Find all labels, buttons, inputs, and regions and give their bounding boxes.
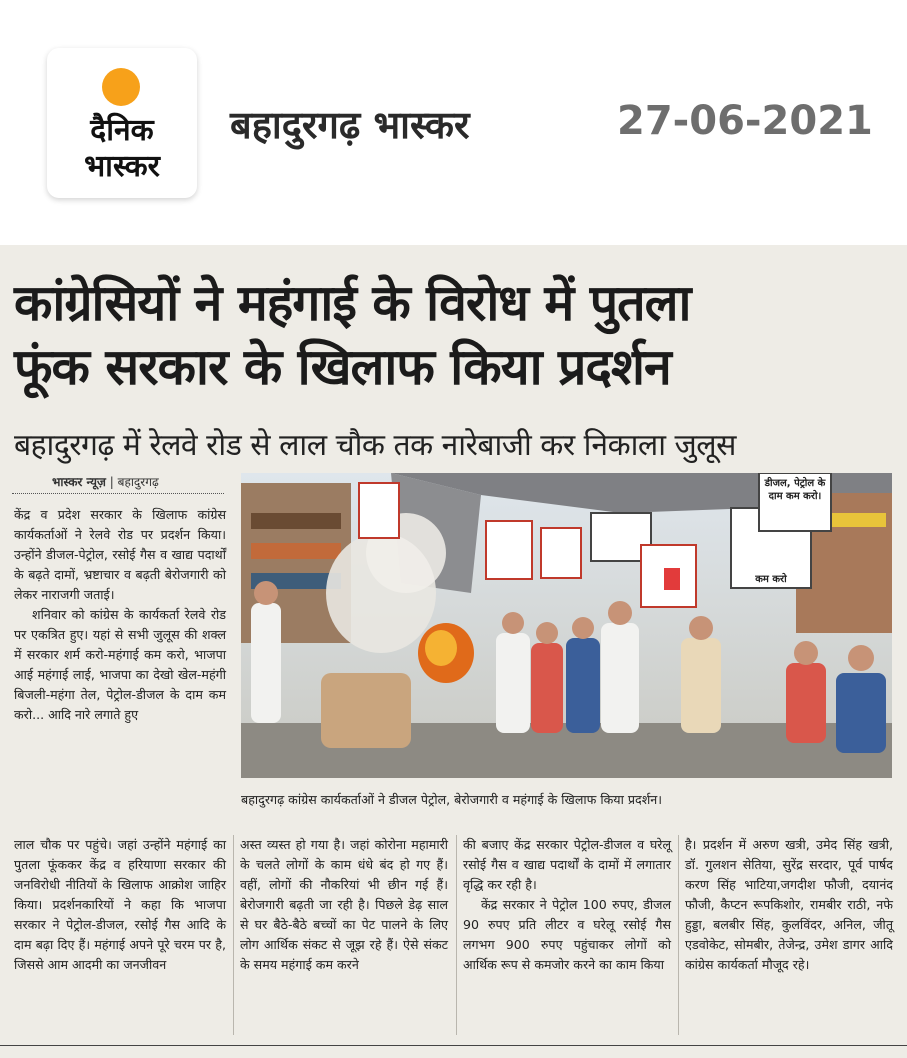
edition-name: बहादुरगढ़ भास्कर	[230, 103, 470, 147]
sun-icon	[102, 68, 140, 106]
paragraph: की बजाए केंद्र सरकार पेट्रोल-डीजल व घरेलू रसोई गैस व खाद्य पदार्थों के दामों में लगातार वृद्धि कर रही है।	[463, 837, 671, 892]
article-column-4	[685, 835, 893, 975]
news-clipping	[0, 245, 907, 1058]
paragraph: है। प्रदर्शन में अरुण खत्री, उमेद सिंह खत्री, डॉ. गुलशन सेतिया, सुरेंद्र सरदार, पूर्व पार्षद करण सिंह भाटिया,जगदीश फौजी, दयानंद फौजी, कैप्टन रूपकिशोर, रामबीर राठी, नफे हुड्डा, बलबीर सिंह, कुलविंदर, अनिल, जीतू एडवोकेट, सोमबीर, तेजेन्द्र, उमेश डागर आदि कांग्रेस कार्यकर्ता मौजूद रहे।	[685, 837, 893, 972]
logo-text-line1: दैनिक	[90, 113, 154, 148]
protest-photo	[241, 473, 892, 778]
dainik-bhaskar-logo	[47, 48, 197, 198]
column-divider	[456, 835, 457, 1035]
byline-place: बहादुरगढ़	[117, 475, 159, 489]
paragraph: केंद्र सरकार ने पेट्रोल 100 रुपए, डीजल 90 रुपए प्रति लीटर व घरेलू रसोई गैस लगभग 900 रुपए पहुंचाकर लोगों को आर्थिक रूप से कमजोर करने का काम किया	[463, 897, 671, 972]
bottom-divider	[0, 1045, 907, 1046]
article-column-2	[240, 835, 448, 975]
article-column-1-bottom	[14, 835, 226, 975]
paragraph: लाल चौक पर पहुंचे। जहां उन्होंने महंगाई का पुतला फूंककर केंद्र व हरियाणा सरकार की जनविरोधी नीतियों के खिलाफ आक्रोश जाहिर किया। प्रदर्शनकारियों ने कहा कि भाजपा सरकार ने पेट्रोल-डीजल, रसोई गैस आदि के दाम बढ़ा दिए हैं। महंगाई अपने पूरे चरम पर है, जिससे आम आदमी का जनजीवन	[14, 837, 226, 972]
photo-caption: बहादुरगढ़ कांग्रेस कार्यकर्ताओं ने डीजल पेट्रोल, बेरोजगारी व महंगाई के खिलाफ किया प्रदर्शन।	[241, 792, 663, 807]
page-header	[0, 0, 907, 245]
article-column-1-top	[14, 505, 226, 725]
column-divider	[678, 835, 679, 1035]
subheadline: बहादुरगढ़ में रेलवे रोड से लाल चौक तक नारेबाजी कर निकाला जुलूस	[14, 428, 736, 463]
placard-text-1: डीजल, पेट्रोल के दाम कम करो।	[764, 478, 826, 502]
column-divider	[233, 835, 234, 1035]
protest-photo-illustration	[241, 473, 892, 778]
headline-line-1: कांग्रेसियों ने महंगाई के विरोध में पुतला	[14, 274, 691, 332]
paragraph: केंद्र व प्रदेश सरकार के खिलाफ कांग्रेस कार्यकर्ताओं ने रेलवे रोड पर प्रदर्शन किया। उन्होंने डीजल-पेट्रोल, रसोई गैस व खाद्य पदार्थों के बढ़ते दामों, भ्रष्टाचार व बढ़ती बेरोजगारी को लेकर नाराजगी जताई।	[14, 507, 226, 602]
paragraph: शनिवार को कांग्रेस के कार्यकर्ता रेलवे रोड पर एकत्रित हुए। यहां से सभी जुलूस की शक्ल में सरकार शर्म करो-महंगाई कम करो, भाजपा आई महंगाई लाई, भाजपा का देखो खेल-महंगी बिजली-महंगा तेल, पेट्रोल-डीजल के दाम कम करो... आदि नारे लगाते हुए	[14, 607, 226, 722]
placard-text-2: कम करो	[755, 574, 787, 585]
byline-divider	[12, 493, 224, 494]
byline-source: भास्कर न्यूज़	[52, 475, 106, 489]
article-column-3	[463, 835, 671, 975]
publication-date: 27-06-2021	[617, 98, 873, 144]
logo-text-line2: भास्कर	[84, 149, 160, 184]
byline: भास्कर न्यूज़ | बहादुरगढ़	[52, 475, 159, 489]
headline-line-2: फूंक सरकार के खिलाफ किया प्रदर्शन	[14, 338, 671, 396]
paragraph: अस्त व्यस्त हो गया है। जहां कोरोना महामारी के चलते लोगों के काम धंधे बंद हो गए हैं। वहीं, लोगों की नौकरियां भी छीन गई हैं। बेरोजगारी बढ़ती जा रही है। पिछले डेढ़ साल से घर बैठे-बैठे बच्चों का पेट पालने के लिए लोग आर्थिक संकट से जूझ रहे हैं। ऐसे संकट के समय महंगाई कम करने	[240, 837, 448, 972]
